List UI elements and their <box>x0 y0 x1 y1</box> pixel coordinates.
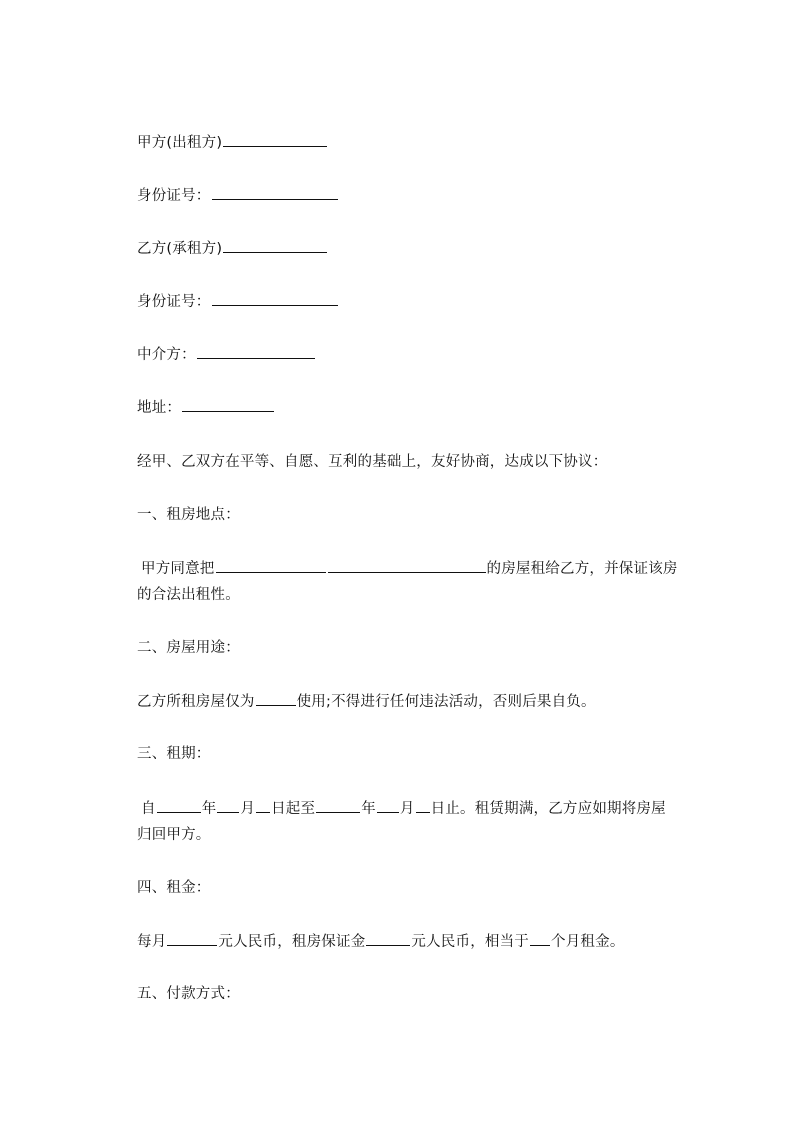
section-1-body <box>141 558 678 579</box>
party-b-id-label: 身份证号： <box>137 294 211 310</box>
section-1-heading: 一、租房地点： <box>137 507 240 523</box>
location-blank-2[interactable] <box>328 558 486 573</box>
section-3-text-month: 月 <box>240 801 256 817</box>
section-3-text-month-2: 月 <box>399 801 415 817</box>
section-3-body <box>141 798 666 819</box>
start-day-blank[interactable] <box>256 798 270 813</box>
section-4-text-monthly: 每月 <box>137 934 167 950</box>
agent-label: 中介方： <box>137 347 196 363</box>
section-4-heading: 四、租金： <box>137 880 211 896</box>
party-b-label: 乙方(承租方) <box>137 241 223 257</box>
section-1-text-pre: 甲方同意把 <box>141 561 215 577</box>
location-blank-1[interactable] <box>216 558 326 573</box>
section-3-text-end: 日止。租赁期满，乙方应如期将房屋 <box>430 801 666 817</box>
start-month-blank[interactable] <box>217 798 239 813</box>
end-month-blank[interactable] <box>377 798 399 813</box>
section-3-text-year: 年 <box>201 801 217 817</box>
party-b-blank[interactable] <box>223 238 327 253</box>
agent-blank[interactable] <box>197 344 315 359</box>
section-2-heading: 二、房屋用途： <box>137 640 240 656</box>
usage-blank[interactable] <box>256 691 296 706</box>
section-2-body <box>137 691 596 712</box>
section-3-heading: 三、租期： <box>137 746 211 762</box>
party-a-label: 甲方(出租方) <box>137 135 223 151</box>
party-a-line <box>137 132 328 153</box>
party-a-id-blank[interactable] <box>212 185 338 200</box>
agent-line <box>137 344 316 365</box>
party-b-id-line <box>137 291 339 312</box>
section-4-body <box>137 931 625 952</box>
section-4-text-deposit: 元人民币，租房保证金 <box>218 934 366 950</box>
end-year-blank[interactable] <box>316 798 360 813</box>
end-day-blank[interactable] <box>416 798 430 813</box>
section-1-body-line2: 的合法出租性。 <box>137 587 240 603</box>
party-b-line <box>137 238 328 259</box>
address-line <box>137 397 275 418</box>
party-a-blank[interactable] <box>223 132 327 147</box>
address-blank[interactable] <box>182 397 274 412</box>
section-4-text-end: 个月租金。 <box>551 934 625 950</box>
months-blank[interactable] <box>530 931 550 946</box>
start-year-blank[interactable] <box>157 798 201 813</box>
party-a-id-line <box>137 185 339 206</box>
party-a-id-label: 身份证号： <box>137 188 211 204</box>
section-4-text-equivalent: 元人民币，相当于 <box>411 934 530 950</box>
section-3-body-line2: 归回甲方。 <box>137 827 211 843</box>
party-b-id-blank[interactable] <box>212 291 338 306</box>
section-3-text-to: 日起至 <box>271 801 316 817</box>
address-label: 地址： <box>137 400 182 416</box>
intro-paragraph: 经甲、乙双方在平等、自愿、互利的基础上，友好协商，达成以下协议： <box>137 454 608 470</box>
section-3-text-from: 自 <box>141 801 156 817</box>
section-2-text-pre: 乙方所租房屋仅为 <box>137 694 255 710</box>
section-2-text-post: 使用;不得进行任何违法活动，否则后果自负。 <box>296 694 596 710</box>
monthly-rent-blank[interactable] <box>167 931 217 946</box>
section-5-heading: 五、付款方式： <box>137 986 240 1002</box>
deposit-blank[interactable] <box>366 931 410 946</box>
section-3-text-year-2: 年 <box>361 801 376 817</box>
section-1-text-post: 的房屋租给乙方，并保证该房 <box>486 561 678 577</box>
